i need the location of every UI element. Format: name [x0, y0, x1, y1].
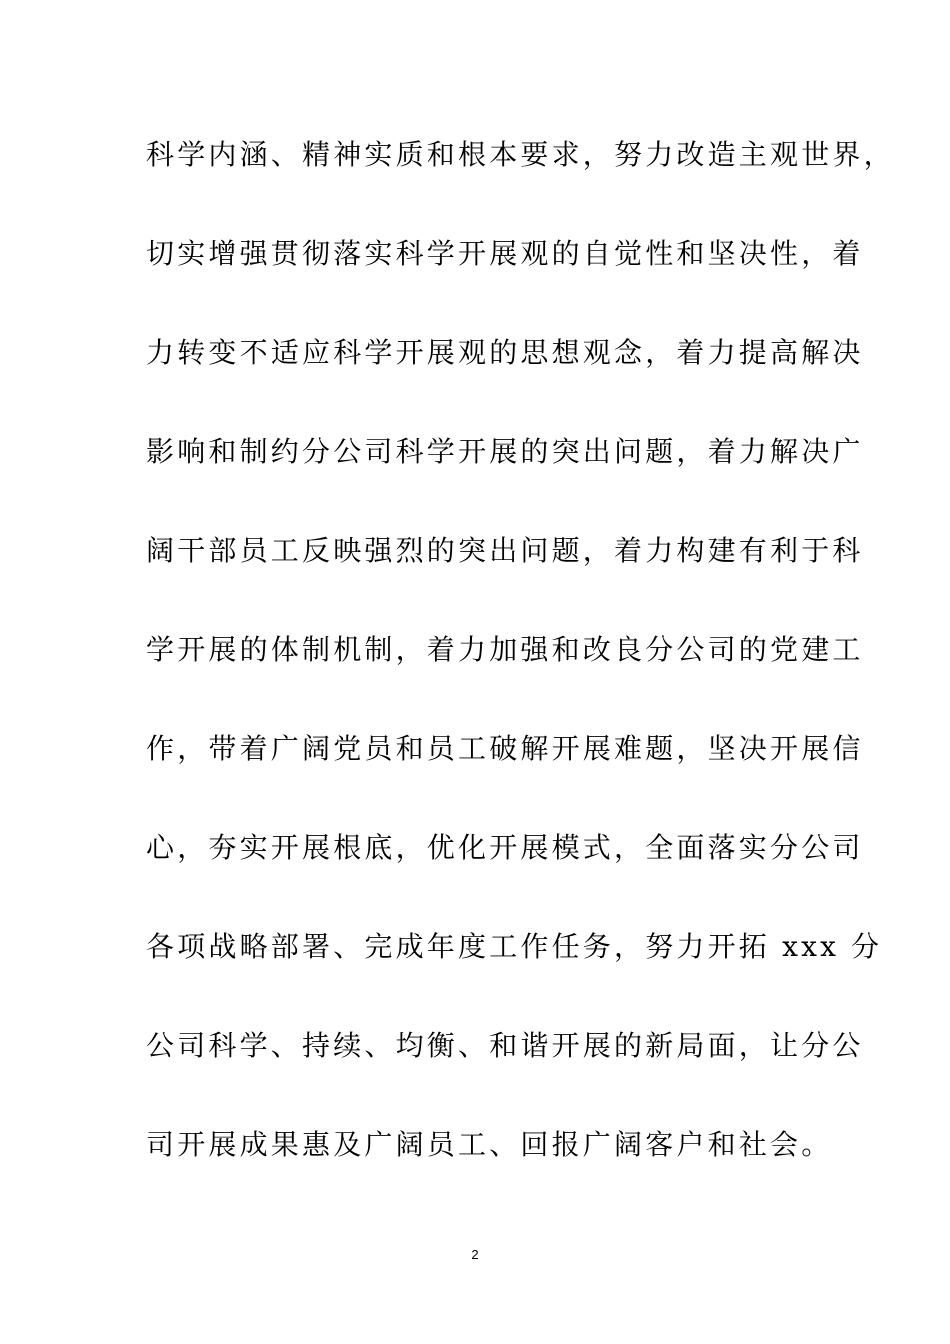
text-line-3: 力转变不适应科学开展观的思想观念，着力提高解决	[146, 336, 864, 369]
text-line-2: 切实增强贯彻落实科学开展观的自觉性和坚决性，着	[146, 237, 864, 270]
text-line-11: 司开展成果惠及广阔员工、回报广阔客户和社会。	[146, 1128, 833, 1161]
text-line-9: 各项战略部署、完成年度工作任务，努力开拓 xxx 分	[146, 930, 883, 963]
text-line-8: 心，夯实开展根底，优化开展模式，全面落实分公司	[146, 831, 864, 864]
body-paragraph	[146, 132, 895, 1221]
text-line-1: 科学内涵、精神实质和根本要求，努力改造主观世界，	[146, 138, 895, 171]
text-line-7: 作，带着广阔党员和员工破解开展难题，坚决开展信	[146, 732, 864, 765]
text-line-10: 公司科学、持续、均衡、和谐开展的新局面，让分公	[146, 1029, 864, 1062]
text-line-4: 影响和制约分公司科学开展的突出问题，着力解决广	[146, 435, 864, 468]
page-number: 2	[471, 1247, 479, 1262]
text-line-5: 阔干部员工反映强烈的突出问题，着力构建有利于科	[146, 534, 864, 567]
text-line-6: 学开展的体制机制，着力加强和改良分公司的党建工	[146, 633, 864, 666]
